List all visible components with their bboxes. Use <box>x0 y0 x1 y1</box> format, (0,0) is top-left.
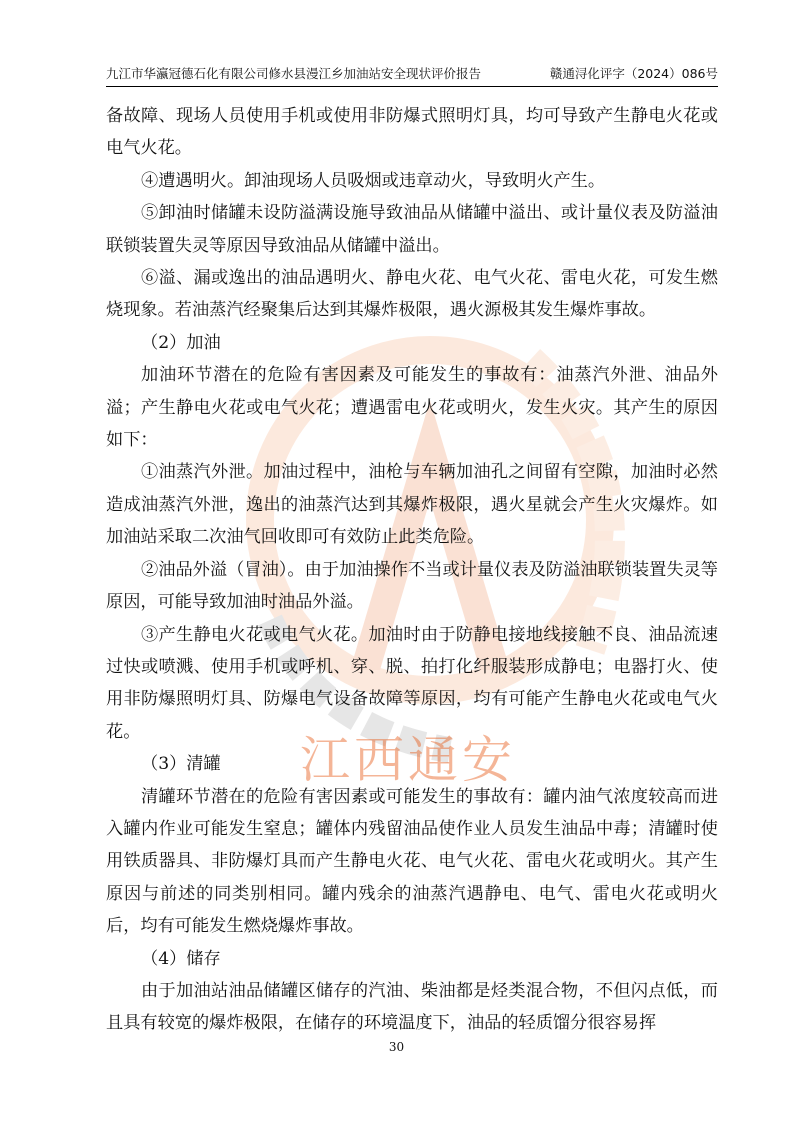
paragraph: 由于加油站油品储罐区储存的汽油、柴油都是烃类混合物，不但闪点低，而且具有较宽的爆炸极限，在储存的环境温度下，油品的轻质馏分很容易挥 <box>106 980 718 1034</box>
watermark-text: 江西通安 <box>300 731 516 789</box>
paragraph: ⑤卸油时储罐未设防溢满设施导致油品从储罐中溢出、或计量仪表及防溢油联锁装置失灵等原因导致油品从储罐中溢出。 <box>106 203 718 256</box>
paragraph: 加油环节潜在的危险有害因素及可能发生的事故有：油蒸汽外泄、油品外溢；产生静电火花或电气火花；遭遇雷电火花或明火，发生火灾。其产生的原因如下： <box>106 365 718 451</box>
paragraph: 清罐环节潜在的危险有害因素或可能发生的事故有：罐内油气浓度较高而进入罐内作业可能发生窒息；罐体内残留油品使作业人员发生油品中毒；清罐时使用铁质器具、非防爆灯具而产生静电火花、电气火花、雷电火花或明火。其产生原因与前述的同类别相同。罐内残余的油蒸汽遇静电、电气、雷电火花或明火后，均有可能发生燃烧爆炸事故。 <box>106 786 718 937</box>
paragraph: ⑥溢、漏或逸出的油品遇明火、静电火花、电气火花、雷电火花，可发生燃烧现象。若油蒸汽经聚集后达到其爆炸极限，遇火源极其发生爆炸事故。 <box>106 268 718 321</box>
document-body <box>106 100 718 1040</box>
paragraph: ③产生静电火花或电气火花。加油时由于防静电接地线接触不良、油品流速过快或喷溅、使用手机或呼机、穿、脱、拍打化纤服装形成静电；电器打火、使用非防爆照明灯具、防爆电气设备故障等原因，均有可能产生静电火花或电气火花。 <box>106 624 718 742</box>
paragraph: ②油品外溢（冒油）。由于加油操作不当或计量仪表及防溢油联锁装置失灵等原因，可能导致加油时油品外溢。 <box>106 559 718 613</box>
page-number: 30 <box>388 1040 405 1054</box>
paragraph: 备故障、现场人员使用手机或使用非防爆式照明灯具，均可导致产生静电火花或电气火花。 <box>106 106 718 159</box>
paragraph: ④遭遇明火。卸油现场人员吸烟或违章动火，导致明火产生。 <box>141 170 606 191</box>
page-header <box>106 64 718 87</box>
paragraph: ①油蒸汽外泄。加油过程中，油枪与车辆加油孔之间留有空隙，加油时必然造成油蒸汽外泄，逸出的油蒸汽达到其爆炸极限，遇火星就会产生火灾爆炸。如加油站采取二次油气回收即可有效防止此类危险。 <box>106 462 718 548</box>
report-title: 九江市华瀛冠德石化有限公司修水县漫江乡加油站安全现状评价报告 <box>106 66 482 81</box>
paragraph: （2）加油 <box>141 332 221 353</box>
paragraph: （3）清罐 <box>141 754 221 775</box>
paragraph: （4）储存 <box>141 948 221 969</box>
report-number: 赣通浔化评字（2024）086号 <box>549 66 718 81</box>
